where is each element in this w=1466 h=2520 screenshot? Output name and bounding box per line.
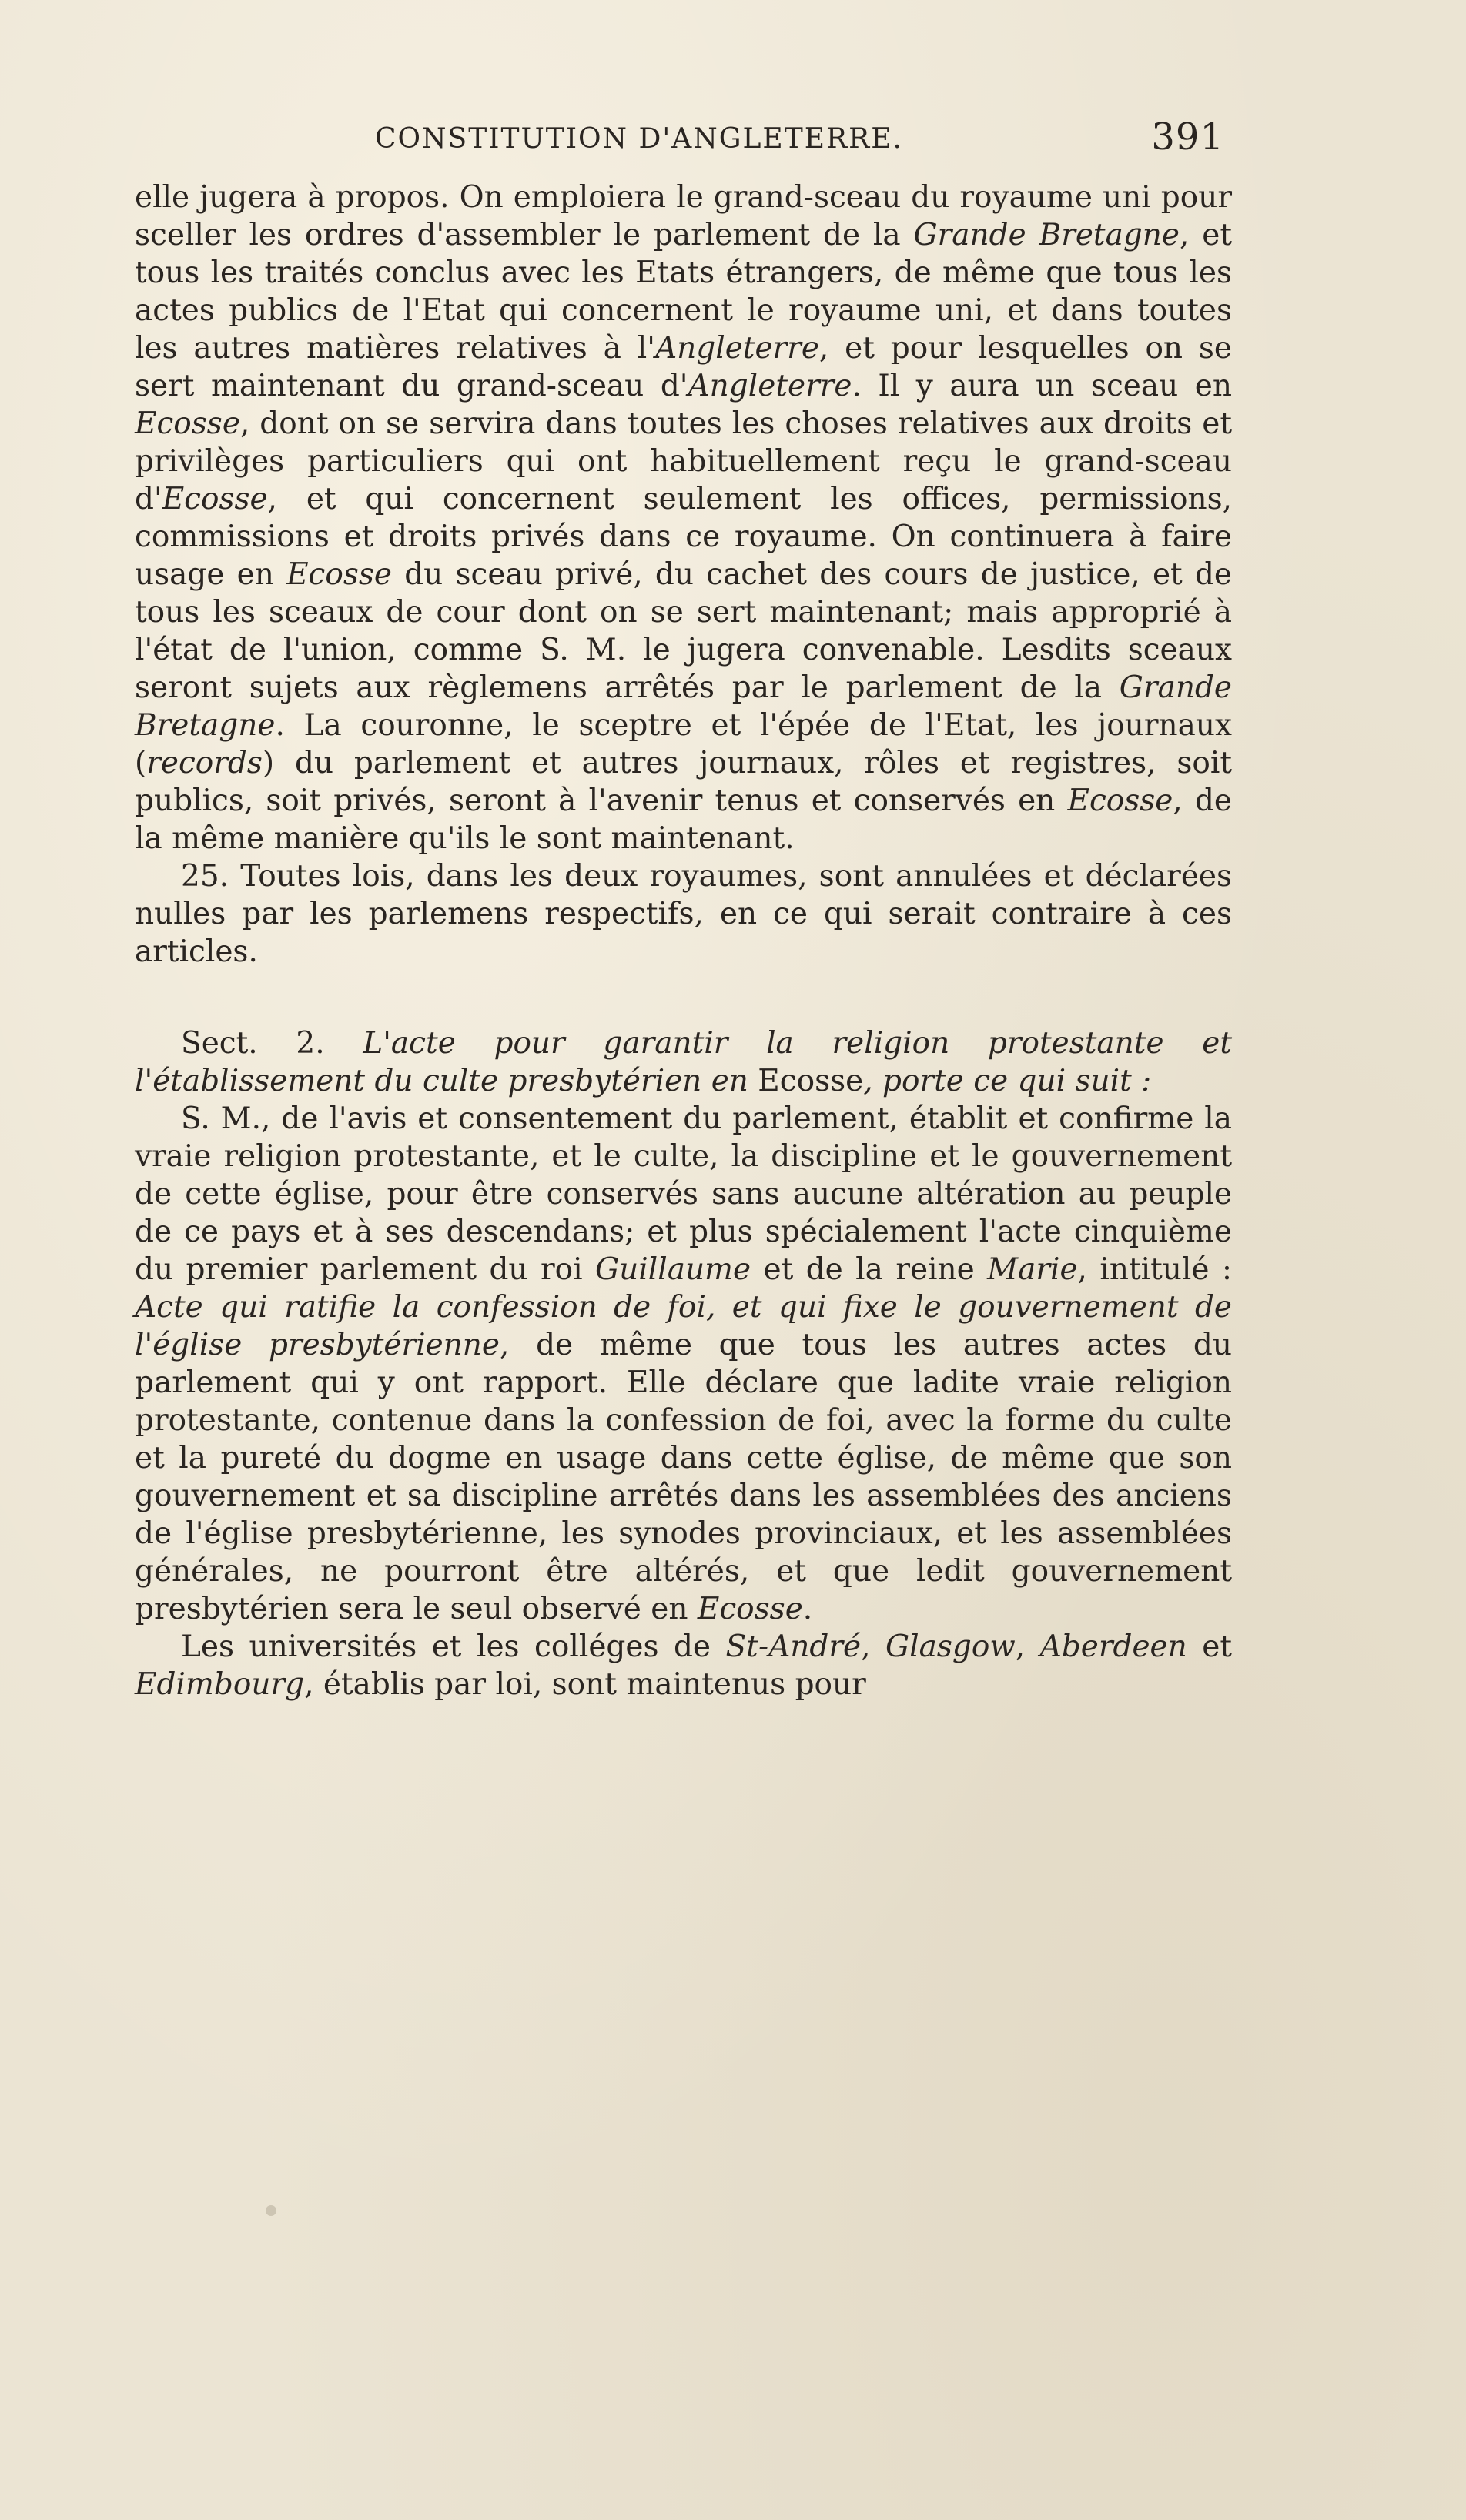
text-run: ) du parlement et autres journaux, rôles et registres, soit publics, soit privés, seront à l'avenir tenus et conservés en — [135, 746, 1232, 818]
text-run: , et qui concernent seulement les offices, permissions, commissions et droits privés dans ce royaume. On continuera à faire usage en — [135, 482, 1232, 592]
italic-text-run: Aberdeen — [1039, 1629, 1187, 1664]
text-run: elle jugera à propos. On emploiera le grand-sceau du royaume uni pour sceller les ordres d'assembler le parlement de la — [135, 180, 1232, 252]
text-run: , et pour lesquelles on se sert maintenant du grand-sceau d' — [135, 331, 1232, 403]
text-run: 25. Toutes lois, dans les deux royaumes, sont annulées et déclarées nulles par les parlemens respectifs, en ce qui serait contraire à ces articles. — [135, 859, 1232, 969]
italic-text-run: Ecosse — [697, 1592, 803, 1626]
italic-text-run: Grande Bretagne — [913, 218, 1180, 252]
italic-text-run: Angleterre — [654, 331, 819, 366]
text-run: et de la reine — [751, 1252, 988, 1287]
italic-text-run: St-André — [725, 1629, 862, 1664]
italic-text-run: L'acte pour garantir la religion protestante et l'établissement du culte presbytérien en — [135, 1026, 1232, 1098]
italic-text-run: Grande Bretagne — [135, 670, 1232, 743]
paragraph-seal-provisions — [135, 179, 1232, 857]
text-run: , dont on se servira dans toutes les choses relatives aux droits et privilèges particuliers qui ont habituellement reçu le grand-sceau d' — [135, 406, 1232, 516]
paragraph-article-25 — [135, 857, 1232, 971]
italic-text-run: Ecosse — [162, 482, 268, 516]
italic-text-run: Ecosse — [1067, 784, 1173, 818]
text-run: , — [1015, 1629, 1040, 1664]
italic-text-run: Glasgow — [885, 1629, 1016, 1664]
italic-text-run: Marie — [987, 1252, 1078, 1287]
italic-text-run: Guillaume — [595, 1252, 751, 1287]
text-run: du sceau privé, du cachet des cours de justice, et de tous les sceaux de cour dont on se sert maintenant; mais approprié à l'état de l'union, comme S. M. le jugera convenable. Lesdits sceaux seront sujets aux règlemens arrêtés par le parlement de la — [135, 557, 1232, 705]
italic-text-run: Ecosse — [135, 406, 240, 441]
text-run: , — [861, 1629, 885, 1664]
text-run: , et tous les traités conclus avec les Etats étrangers, de même que tous les actes publics de l'Etat qui concernent le royaume uni, et dans toutes les autres matières relatives à l' — [135, 218, 1233, 366]
body-text — [135, 179, 1232, 1703]
italic-text-run: records — [146, 746, 263, 780]
italic-text-run: Angleterre — [688, 369, 852, 403]
text-run: Les universités et les colléges de — [181, 1629, 726, 1664]
text-run: , de même que tous les autres actes du parlement qui y ont rapport. Elle déclare que ladite vraie religion protestante, contenue dans la confession de foi, avec la forme du culte et la pureté du dogme en usage dans cette église, de même que son gouvernement et sa discipline arrêtés dans les assemblées des anciens de l'église presbytérienne, les synodes provinciaux, et les assemblées générales, ne pourront être altérés, et que ledit gouvernement presbytérien sera le seul observé en — [135, 1328, 1232, 1626]
text-block — [135, 115, 1232, 1703]
paragraph-universities — [135, 1628, 1232, 1703]
italic-text-run: Edimbourg — [135, 1667, 305, 1702]
italic-text-run: , porte ce qui suit : — [863, 1064, 1152, 1098]
text-run: , établis par loi, sont maintenus pour — [304, 1667, 866, 1702]
italic-text-run: Ecosse — [286, 557, 392, 592]
running-title: CONSTITUTION D'ANGLETERRE. — [375, 123, 903, 155]
page-number: 391 — [1151, 115, 1224, 159]
text-run: . La couronne, le sceptre et l'épée de l'Etat, les journaux ( — [135, 708, 1232, 780]
text-run: S. M., de l'avis et consentement du parlement, établit et confirme la vraie religion protestante, et le culte, la discipline et le gouvernement de cette église, pour être conservés sans aucune altération au peuple de ce pays et à ses descendans; et plus spécialement l'acte cinquième du premier parlement du roi — [135, 1101, 1232, 1287]
text-run: , intitulé : — [1077, 1252, 1232, 1287]
paper-blemish — [266, 2205, 276, 2216]
running-head — [135, 115, 1232, 162]
text-run: Ecosse — [758, 1064, 864, 1098]
text-run: Sect. 2. — [181, 1026, 363, 1061]
text-run: . Il y aura un sceau en — [852, 369, 1232, 403]
section-heading — [135, 1024, 1232, 1100]
text-run: et — [1187, 1629, 1232, 1664]
italic-text-run: Acte qui ratifie la confession de foi, et qui fixe le gouvernement de l'église presbytérienne — [135, 1290, 1232, 1362]
text-run: . — [802, 1592, 813, 1626]
text-run: , de la même manière qu'ils le sont maintenant. — [135, 784, 1232, 856]
paragraph-religion-act — [135, 1100, 1232, 1628]
